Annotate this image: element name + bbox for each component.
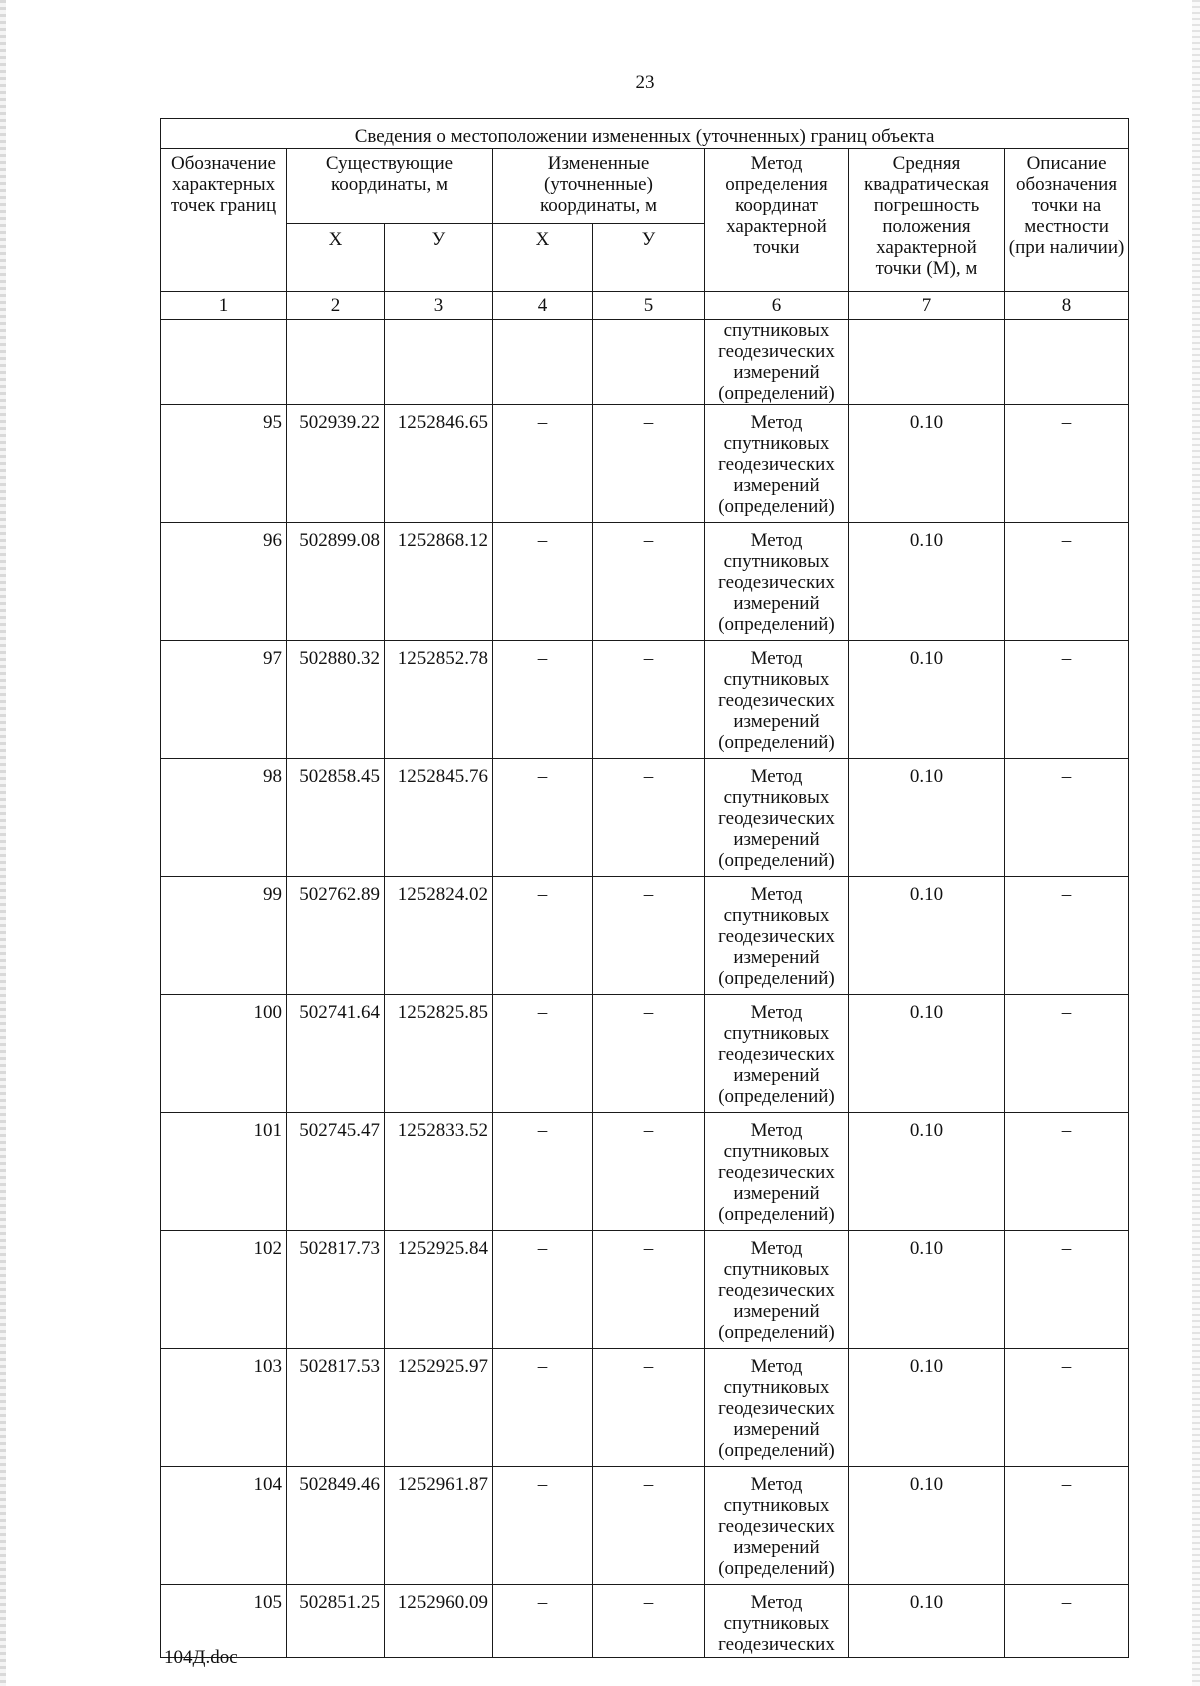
method: Метод спутниковых геодезических измерений (определений): [705, 995, 849, 1113]
method: Метод спутниковых геодезических измерений (определений): [705, 1231, 849, 1349]
mean-error: 0.10: [849, 1585, 1005, 1658]
column-number: 7: [849, 292, 1005, 320]
new-x-coordinate: –: [493, 1467, 593, 1585]
scan-edge-left: [0, 0, 6, 1686]
mean-error: 0.10: [849, 759, 1005, 877]
method: Метод спутниковых геодезических измерений (определений): [705, 523, 849, 641]
subheader-changed-x: X: [493, 224, 593, 292]
table-row: [161, 1349, 1129, 1467]
x-coordinate: 502851.25: [287, 1585, 385, 1658]
y-coordinate: 1252925.84: [385, 1231, 493, 1349]
header-description: Описание обозначения точки на местности (при наличии): [1005, 149, 1129, 292]
table-row: [161, 1231, 1129, 1349]
empty-cell: [287, 320, 385, 405]
new-y-coordinate: –: [593, 1231, 705, 1349]
mean-error: 0.10: [849, 1467, 1005, 1585]
new-y-coordinate: –: [593, 523, 705, 641]
x-coordinate: 502858.45: [287, 759, 385, 877]
subheader-existing-y: У: [385, 224, 493, 292]
column-number: 3: [385, 292, 493, 320]
point-description: –: [1005, 1231, 1129, 1349]
y-coordinate: 1252961.87: [385, 1467, 493, 1585]
x-coordinate: 502880.32: [287, 641, 385, 759]
table-row-partial: [161, 1585, 1129, 1658]
method: Метод спутниковых геодезических измерений (определений): [705, 877, 849, 995]
mean-error: 0.10: [849, 1349, 1005, 1467]
new-x-coordinate: –: [493, 1231, 593, 1349]
new-x-coordinate: –: [493, 523, 593, 641]
new-y-coordinate: –: [593, 759, 705, 877]
y-coordinate: 1252824.02: [385, 877, 493, 995]
new-y-coordinate: –: [593, 641, 705, 759]
column-number: 4: [493, 292, 593, 320]
column-number: 1: [161, 292, 287, 320]
column-number: 8: [1005, 292, 1129, 320]
new-y-coordinate: –: [593, 877, 705, 995]
new-x-coordinate: –: [493, 877, 593, 995]
new-x-coordinate: –: [493, 405, 593, 523]
new-y-coordinate: –: [593, 1349, 705, 1467]
y-coordinate: 1252833.52: [385, 1113, 493, 1231]
mean-error: 0.10: [849, 405, 1005, 523]
point-description: –: [1005, 1113, 1129, 1231]
method: Метод спутниковых геодезических измерений (определений): [705, 1467, 849, 1585]
mean-error: 0.10: [849, 641, 1005, 759]
y-coordinate: 1252852.78: [385, 641, 493, 759]
empty-cell: [161, 320, 287, 405]
column-number: 5: [593, 292, 705, 320]
point-id: 100: [161, 995, 287, 1113]
new-x-coordinate: –: [493, 1113, 593, 1231]
point-description: –: [1005, 759, 1129, 877]
boundary-points-table: [160, 118, 1129, 1658]
column-number: 2: [287, 292, 385, 320]
table-row: [161, 995, 1129, 1113]
new-y-coordinate: –: [593, 1113, 705, 1231]
table-row: [161, 523, 1129, 641]
empty-cell: [593, 320, 705, 405]
empty-cell: [1005, 320, 1129, 405]
point-id: 95: [161, 405, 287, 523]
header-point: Обозначение характерных точек границ: [161, 149, 287, 292]
new-x-coordinate: –: [493, 1585, 593, 1658]
page-number: 23: [635, 72, 655, 93]
new-x-coordinate: –: [493, 759, 593, 877]
mean-error: 0.10: [849, 877, 1005, 995]
y-coordinate: 1252846.65: [385, 405, 493, 523]
new-y-coordinate: –: [593, 1467, 705, 1585]
y-coordinate: 1252868.12: [385, 523, 493, 641]
y-coordinate: 1252825.85: [385, 995, 493, 1113]
point-id: 104: [161, 1467, 287, 1585]
mean-error: 0.10: [849, 995, 1005, 1113]
method: Метод спутниковых геодезических измерений (определений): [705, 641, 849, 759]
point-id: 98: [161, 759, 287, 877]
method: Метод спутниковых геодезических: [705, 1585, 849, 1658]
point-description: –: [1005, 523, 1129, 641]
scan-edge-right: [1192, 0, 1200, 1686]
y-coordinate: 1252925.97: [385, 1349, 493, 1467]
header-error: Средняя квадратическая погрешность положения характерной точки (M), м: [849, 149, 1005, 292]
point-description: –: [1005, 877, 1129, 995]
method: Метод спутниковых геодезических измерений (определений): [705, 1349, 849, 1467]
header-method: Метод определения координат характерной точки: [705, 149, 849, 292]
column-number: 6: [705, 292, 849, 320]
x-coordinate: 502762.89: [287, 877, 385, 995]
point-description: –: [1005, 405, 1129, 523]
continuation-method: спутниковых геодезических измерений (определений): [705, 320, 849, 405]
point-id: 102: [161, 1231, 287, 1349]
new-x-coordinate: –: [493, 641, 593, 759]
method: Метод спутниковых геодезических измерений (определений): [705, 1113, 849, 1231]
point-id: 99: [161, 877, 287, 995]
point-id: 97: [161, 641, 287, 759]
new-x-coordinate: –: [493, 1349, 593, 1467]
continuation-row: [161, 320, 1129, 405]
y-coordinate: 1252960.09: [385, 1585, 493, 1658]
subheader-changed-y: У: [593, 224, 705, 292]
method: Метод спутниковых геодезических измерений (определений): [705, 405, 849, 523]
empty-cell: [493, 320, 593, 405]
x-coordinate: 502745.47: [287, 1113, 385, 1231]
new-x-coordinate: –: [493, 995, 593, 1113]
table-row: [161, 1467, 1129, 1585]
new-y-coordinate: –: [593, 405, 705, 523]
y-coordinate: 1252845.76: [385, 759, 493, 877]
new-y-coordinate: –: [593, 1585, 705, 1658]
mean-error: 0.10: [849, 523, 1005, 641]
x-coordinate: 502817.53: [287, 1349, 385, 1467]
table-caption: Сведения о местоположении измененных (уточненных) границ объекта: [161, 119, 1129, 149]
point-id: 103: [161, 1349, 287, 1467]
mean-error: 0.10: [849, 1113, 1005, 1231]
method: Метод спутниковых геодезических измерений (определений): [705, 759, 849, 877]
point-description: –: [1005, 995, 1129, 1113]
table-row: [161, 405, 1129, 523]
header-existing-coordinates: Существующие координаты, м: [287, 149, 493, 224]
point-id: 96: [161, 523, 287, 641]
x-coordinate: 502849.46: [287, 1467, 385, 1585]
point-description: –: [1005, 641, 1129, 759]
header-changed-coordinates: Измененные (уточненные) координаты, м: [493, 149, 705, 224]
empty-cell: [385, 320, 493, 405]
table-row: [161, 759, 1129, 877]
subheader-existing-x: X: [287, 224, 385, 292]
point-description: –: [1005, 1467, 1129, 1585]
point-id: 105: [161, 1585, 287, 1658]
empty-cell: [849, 320, 1005, 405]
point-description: –: [1005, 1585, 1129, 1658]
x-coordinate: 502741.64: [287, 995, 385, 1113]
table-row: [161, 641, 1129, 759]
point-id: 101: [161, 1113, 287, 1231]
x-coordinate: 502899.08: [287, 523, 385, 641]
table-row: [161, 1113, 1129, 1231]
table-row: [161, 877, 1129, 995]
column-number-row: [161, 292, 1129, 320]
mean-error: 0.10: [849, 1231, 1005, 1349]
x-coordinate: 502817.73: [287, 1231, 385, 1349]
table-caption-row: [161, 119, 1129, 149]
header-row: [161, 149, 1129, 224]
x-coordinate: 502939.22: [287, 405, 385, 523]
new-y-coordinate: –: [593, 995, 705, 1113]
point-description: –: [1005, 1349, 1129, 1467]
file-name-footer: 104Д.doc: [164, 1647, 238, 1668]
